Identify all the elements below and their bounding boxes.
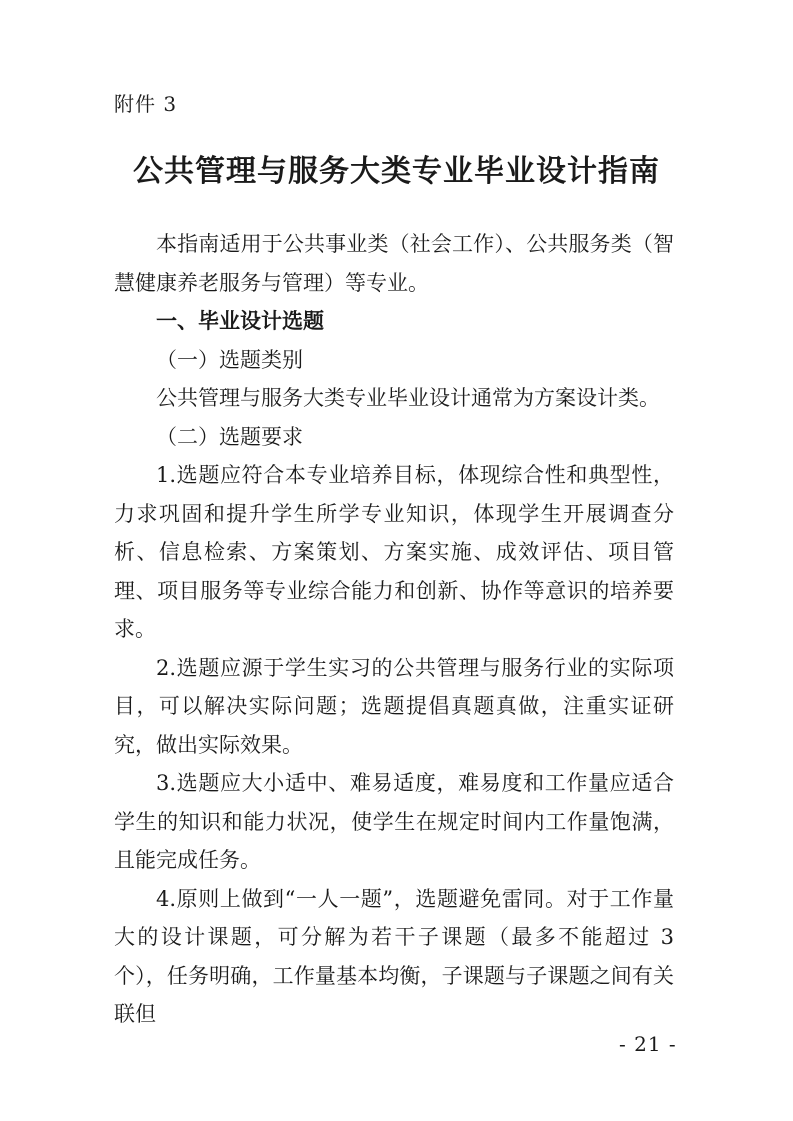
- list-item: 2.选题应源于学生实习的公共管理与服务行业的实际项目，可以解决实际问题；选题提倡真题真做，注重实证研究，做出实际效果。: [114, 655, 674, 757]
- attachment-label: 附件 3: [114, 92, 178, 116]
- list-item: 3.选题应大小适中、难易适度，难易度和工作量应适合学生的知识和能力状况，使学生在规定时间内工作量饱满，且能完成任务。: [114, 771, 674, 872]
- section-heading: 一、毕业设计选题: [156, 309, 324, 333]
- paragraph: 公共管理与服务大类专业毕业设计通常为方案设计类。: [156, 386, 660, 410]
- subsection-heading: （二）选题要求: [156, 424, 303, 449]
- document-body: [114, 225, 674, 1034]
- intro-paragraph: 本指南适用于公共事业类（社会工作）、公共服务类（智慧健康养老服务与管理）等专业。: [114, 232, 674, 295]
- list-item: 4.原则上做到“一人一题”，选题避免雷同。对于工作量大的设计课题，可分解为若干子课题（最多不能超过 3 个），任务明确，工作量基本均衡，子课题与子课题之间有关联但: [114, 886, 674, 1026]
- page-title: 公共管理与服务大类专业毕业设计指南: [133, 154, 660, 189]
- page-number: - 21 -: [619, 1032, 677, 1056]
- subsection-heading: （一）选题类别: [156, 347, 303, 372]
- list-item: 1.选题应符合本专业培养目标，体现综合性和典型性，力求巩固和提升学生所学专业知识，体现学生开展调查分析、信息检索、方案策划、方案实施、成效评估、项目管理、项目服务等专业综合能力和创新、协作等意识的培养要求。: [114, 463, 674, 641]
